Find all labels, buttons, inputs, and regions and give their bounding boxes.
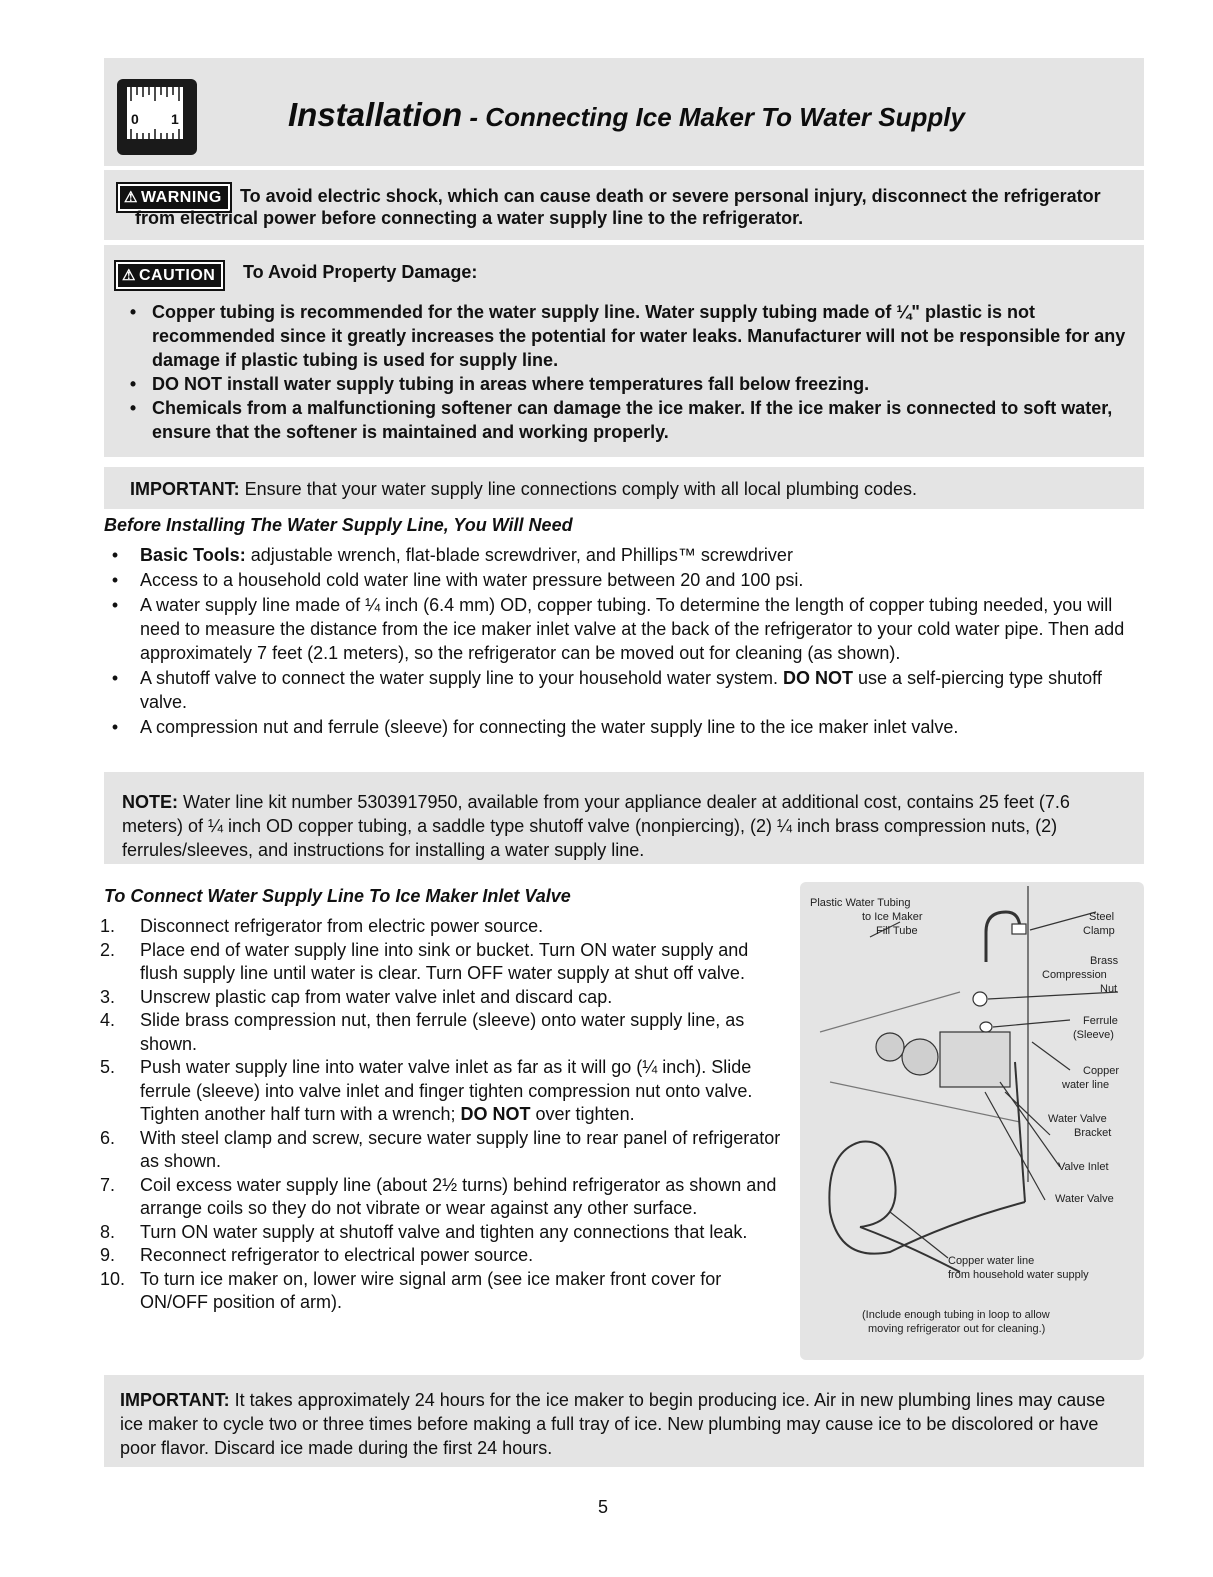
copper-coil-tail	[860, 1227, 960, 1272]
requirement-supply-line: A water supply line made of ¼ inch (6.4 mm) OD, copper tubing. To determine the length of copper tubing needed, you will need to measure the distance from the ice maker inlet valve at the back of the refrigerator to your cold water pipe. Then add approximately 7 feet (2.1 meters), so the refrigerator can be moved out for cleaning (as shown).	[140, 595, 1125, 663]
caution-item-3: Chemicals from a malfunctioning softener can damage the ice maker. If the ice maker is connected to soft water, ensure that the softener is maintained and working properly.	[152, 398, 1113, 442]
step-number: 1.	[100, 916, 116, 936]
shutoff-text-post: use a self-piercing type shutoff valve.	[140, 668, 1102, 712]
step-number: 4.	[100, 1010, 116, 1030]
caution-badge	[116, 262, 223, 289]
page-title	[288, 96, 965, 134]
step-text-post: over tighten.	[530, 1104, 635, 1124]
bullet-icon: •	[111, 668, 119, 688]
note-body: Water line kit number 5303917950, available from your appliance dealer at additional cost, contains 25 feet (7.6 meters) of ¼ inch OD copper tubing, a saddle type shutoff valve (nonpiercing), (2) ¼ inch brass compression nuts, (2) ferrules/sleeves, and instructions for installing a water supply line.	[122, 792, 1070, 860]
warning-text-line2: from electrical power before connecting a water supply line to the refrigerator.	[135, 208, 804, 228]
list-item	[114, 300, 1142, 372]
label-plastic-tubing-2: to Ice Maker	[862, 911, 923, 923]
list-item	[90, 666, 1150, 714]
step-item	[100, 1268, 785, 1315]
step-number: 9.	[100, 1245, 116, 1265]
label-steel: Steel	[1089, 911, 1115, 923]
step-number: 10.	[100, 1268, 126, 1289]
step-number: 8.	[100, 1221, 116, 1242]
valve-solenoid-shape	[902, 1039, 938, 1075]
label-bracket: Bracket	[1074, 1127, 1112, 1139]
step-text: Disconnect refrigerator from electric power source.	[140, 916, 544, 936]
tools-text: adjustable wrench, flat-blade screwdriver, and Phillips™ screwdriver	[245, 545, 793, 565]
caution-triangle-icon: ⚠	[122, 267, 136, 284]
label-sleeve: (Sleeve)	[1073, 1029, 1114, 1041]
label-plastic-tubing-1: Plastic Water Tubing	[810, 897, 911, 909]
list-item	[90, 593, 1150, 665]
bullet-icon: •	[111, 717, 119, 737]
step-text-bold: DO NOT	[460, 1104, 531, 1124]
caution-badge-label: CAUTION	[138, 267, 216, 284]
list-item	[90, 543, 1150, 567]
important-label: IMPORTANT:	[130, 479, 240, 499]
step-number: 2.	[100, 939, 116, 960]
caution-item-1: Copper tubing is recommended for the water supply line. Water supply tubing made of ¼" plastic is not recommended since it greatly increases the potential for water leaks. Manufacturer will not be responsible for any damage if plastic tubing is used for supply line.	[152, 302, 1126, 370]
list-item	[114, 396, 1142, 444]
tools-label: Basic Tools:	[140, 545, 246, 565]
list-item	[90, 715, 1150, 739]
copper-line	[1015, 1062, 1025, 1202]
bullet-icon: •	[129, 302, 137, 322]
step-item	[100, 1009, 785, 1056]
bullet-icon: •	[129, 398, 137, 418]
step-text: To turn ice maker on, lower wire signal arm (see ice maker front cover for ON/OFF position of arm).	[140, 1268, 722, 1312]
step-number: 3.	[100, 986, 116, 1007]
title-sub: - Connecting Ice Maker To Water Supply	[462, 102, 965, 132]
step-item	[100, 1056, 785, 1127]
step-item	[100, 939, 785, 986]
important-text-2: It takes approximately 24 hours for the ice maker to begin producing ice. Air in new plumbing lines may cause ice maker to cycle two or three times before making a full tray of ice. New plumbing may cause ice to be discolored or have poor flavor. Discard ice made during the first 24 hours.	[120, 1390, 1106, 1458]
label-ferrule: Ferrule	[1083, 1015, 1118, 1027]
ruler-icon	[117, 79, 197, 155]
label-copper: Copper	[1083, 1065, 1120, 1077]
step-item	[100, 986, 785, 1010]
step-text-pre: Push water supply line into water valve inlet as far as it will go (¼ inch). Slide ferrule (sleeve) into valve inlet and finger tighten compression nut onto valve. Tighten another half turn with a wrench;	[140, 1057, 753, 1124]
bullet-icon: •	[111, 545, 119, 565]
caution-item-2: DO NOT install water supply tubing in areas where temperatures fall below freezing.	[152, 374, 870, 394]
panel-line	[830, 1082, 1020, 1122]
warning-badge-label: WARNING	[140, 189, 222, 206]
label-household-2: from household water supply	[948, 1269, 1089, 1281]
requirement-compression-nut: A compression nut and ferrule (sleeve) for connecting the water supply line to the ice maker inlet valve.	[140, 717, 959, 737]
label-brass: Brass	[1090, 955, 1119, 967]
compression-nut-shape	[973, 992, 987, 1006]
shutoff-text-pre: A shutoff valve to connect the water supply line to your household water system.	[140, 668, 784, 688]
list-item	[90, 568, 1150, 592]
step-text: With steel clamp and screw, secure water supply line to rear panel of refrigerator as shown.	[140, 1127, 781, 1171]
step-text: Unscrew plastic cap from water valve inlet and discard cap.	[140, 986, 613, 1007]
label-water-valve: Water Valve	[1055, 1193, 1114, 1205]
label-include-1: (Include enough tubing in loop to allow	[862, 1309, 1050, 1321]
label-fill-tube: Fill Tube	[876, 925, 918, 937]
note-label: NOTE:	[122, 792, 178, 812]
label-include-2: moving refrigerator out for cleaning.)	[868, 1323, 1046, 1335]
step-number: 7.	[100, 1174, 116, 1195]
step-text: Reconnect refrigerator to electrical power source.	[140, 1245, 534, 1265]
panel-line	[820, 992, 960, 1032]
step-text: Slide brass compression nut, then ferrule (sleeve) onto water supply line, as shown.	[140, 1010, 745, 1054]
label-nut: Nut	[1100, 983, 1118, 995]
leader-line	[1032, 1042, 1070, 1070]
bullet-icon: •	[129, 374, 137, 394]
step-number: 5.	[100, 1057, 116, 1077]
warning-text-line1: To avoid electric shock, which can cause death or severe personal injury, disconnect the refrigerator	[240, 186, 1101, 206]
step-text: Coil excess water supply line (about 2½ turns) behind refrigerator as shown and arrange coils so they do not vibrate or wear against any other surface.	[140, 1174, 777, 1218]
label-compression: Compression	[1042, 969, 1107, 981]
note-text	[122, 790, 1132, 862]
label-household-1: Copper water line	[948, 1255, 1035, 1267]
step-item	[100, 1221, 785, 1245]
label-water-valve-bracket-1: Water Valve	[1048, 1113, 1107, 1125]
bullet-icon: •	[111, 570, 119, 590]
leader-line	[985, 1092, 1045, 1200]
valve-solenoid-shape-2	[876, 1033, 904, 1061]
list-item	[114, 372, 1142, 396]
caution-list	[114, 300, 1142, 444]
warning-triangle-icon: ⚠	[124, 189, 138, 206]
label-water-line: water line	[1062, 1079, 1110, 1091]
leader-line	[988, 992, 1118, 999]
label-valve-inlet: Valve Inlet	[1058, 1161, 1109, 1173]
ruler-digit-0: 0	[131, 111, 139, 127]
step-item	[100, 915, 785, 939]
copper-coil	[829, 1142, 1025, 1254]
shutoff-text-bold: DO NOT	[783, 668, 854, 688]
requirements-list	[90, 543, 1150, 740]
important-label-2: IMPORTANT:	[120, 1390, 230, 1410]
ferrule-shape	[980, 1022, 992, 1032]
caution-title: To Avoid Property Damage:	[243, 262, 478, 282]
section-heading-connect: To Connect Water Supply Line To Ice Maker Inlet Valve	[104, 886, 571, 906]
leader-line	[993, 1020, 1070, 1027]
step-item	[100, 1174, 785, 1221]
steel-clamp-shape	[1012, 924, 1026, 934]
step-text: Turn ON water supply at shutoff valve and tighten any connections that leak.	[140, 1221, 748, 1242]
important-note-2	[120, 1388, 1130, 1460]
warning-badge	[118, 184, 230, 211]
installation-diagram	[800, 882, 1144, 1360]
bullet-icon: •	[111, 595, 119, 615]
ruler-digit-1: 1	[171, 111, 179, 127]
page-number: 5	[598, 1497, 609, 1517]
requirement-water-access: Access to a household cold water line with water pressure between 20 and 100 psi.	[140, 570, 804, 590]
steps-list	[100, 915, 785, 1315]
important-text: Ensure that your water supply line connections comply with all local plumbing codes.	[239, 479, 918, 499]
step-number: 6.	[100, 1127, 116, 1148]
step-item	[100, 1244, 785, 1268]
section-heading-before: Before Installing The Water Supply Line, You Will Need	[104, 515, 573, 535]
title-main: Installation	[288, 96, 463, 133]
fill-tube	[986, 912, 1020, 962]
step-text: Place end of water supply line into sink or bucket. Turn ON water supply and flush supply line until water is clear. Turn OFF water supply at shut off valve.	[140, 939, 749, 983]
important-note	[130, 479, 917, 500]
water-valve-shape	[940, 1032, 1010, 1087]
step-item	[100, 1127, 785, 1174]
label-clamp: Clamp	[1083, 925, 1115, 937]
